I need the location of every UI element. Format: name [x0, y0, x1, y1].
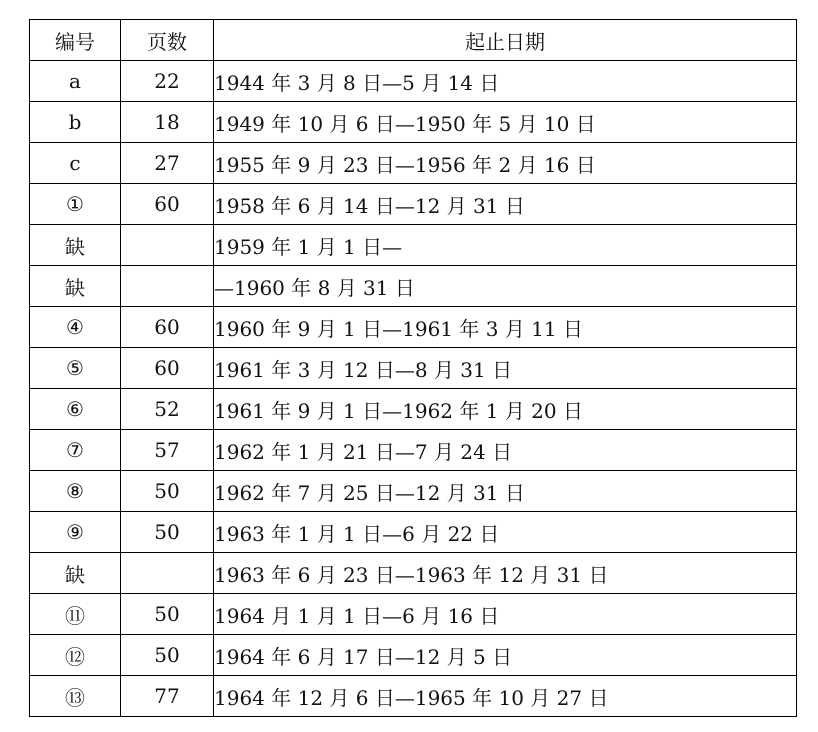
table-row: [30, 184, 797, 225]
cell-dates: 1961 年 9 月 1 日—1962 年 1 月 20 日: [214, 389, 797, 430]
table-row: [30, 553, 797, 594]
cell-number: ⑥: [30, 389, 121, 430]
cell-pages: 60: [121, 348, 214, 389]
table-row: [30, 307, 797, 348]
cell-dates: 1949 年 10 月 6 日—1950 年 5 月 10 日: [214, 102, 797, 143]
cell-number: 缺: [30, 266, 121, 307]
header-pages: 页数: [121, 20, 214, 61]
table-row: [30, 635, 797, 676]
cell-number: ⑬: [30, 676, 121, 717]
cell-dates: 1963 年 6 月 23 日—1963 年 12 月 31 日: [214, 553, 797, 594]
cell-number: b: [30, 102, 121, 143]
table-row: [30, 594, 797, 635]
cell-number: ⑨: [30, 512, 121, 553]
cell-dates: 1964 年 12 月 6 日—1965 年 10 月 27 日: [214, 676, 797, 717]
header-number: 编号: [30, 20, 121, 61]
header-row: [30, 20, 797, 61]
cell-pages: 50: [121, 594, 214, 635]
cell-dates: 1960 年 9 月 1 日—1961 年 3 月 11 日: [214, 307, 797, 348]
cell-pages: 77: [121, 676, 214, 717]
cell-dates: —1960 年 8 月 31 日: [214, 266, 797, 307]
cell-pages: 22: [121, 61, 214, 102]
cell-dates: 1959 年 1 月 1 日—: [214, 225, 797, 266]
table-row: [30, 676, 797, 717]
cell-dates: 1962 年 1 月 21 日—7 月 24 日: [214, 430, 797, 471]
table-row: [30, 266, 797, 307]
table-header: [30, 20, 797, 61]
cell-number: 缺: [30, 225, 121, 266]
cell-number: c: [30, 143, 121, 184]
cell-dates: 1961 年 3 月 12 日—8 月 31 日: [214, 348, 797, 389]
table-row: [30, 102, 797, 143]
cell-number: ④: [30, 307, 121, 348]
cell-dates: 1944 年 3 月 8 日—5 月 14 日: [214, 61, 797, 102]
table-row: [30, 471, 797, 512]
cell-number: ①: [30, 184, 121, 225]
table-row: [30, 430, 797, 471]
cell-number: ⑪: [30, 594, 121, 635]
cell-number: a: [30, 61, 121, 102]
cell-number: 缺: [30, 553, 121, 594]
cell-pages: 52: [121, 389, 214, 430]
table-row: [30, 389, 797, 430]
cell-pages: 27: [121, 143, 214, 184]
cell-number: ⑦: [30, 430, 121, 471]
cell-number: ⑤: [30, 348, 121, 389]
cell-pages: 50: [121, 512, 214, 553]
cell-dates: 1963 年 1 月 1 日—6 月 22 日: [214, 512, 797, 553]
cell-pages: 60: [121, 307, 214, 348]
cell-dates: 1958 年 6 月 14 日—12 月 31 日: [214, 184, 797, 225]
cell-number: ⑧: [30, 471, 121, 512]
header-dates: 起止日期: [214, 20, 797, 61]
cell-pages: [121, 225, 214, 266]
cell-pages: 57: [121, 430, 214, 471]
table-row: [30, 143, 797, 184]
cell-pages: 50: [121, 635, 214, 676]
records-table: [29, 19, 797, 717]
cell-dates: 1964 月 1 月 1 日—6 月 16 日: [214, 594, 797, 635]
cell-pages: [121, 553, 214, 594]
cell-dates: 1964 年 6 月 17 日—12 月 5 日: [214, 635, 797, 676]
cell-number: ⑫: [30, 635, 121, 676]
table-row: [30, 348, 797, 389]
cell-pages: 50: [121, 471, 214, 512]
table-row: [30, 225, 797, 266]
cell-pages: [121, 266, 214, 307]
cell-dates: 1962 年 7 月 25 日—12 月 31 日: [214, 471, 797, 512]
table-body: [30, 61, 797, 717]
cell-dates: 1955 年 9 月 23 日—1956 年 2 月 16 日: [214, 143, 797, 184]
table-row: [30, 61, 797, 102]
cell-pages: 18: [121, 102, 214, 143]
cell-pages: 60: [121, 184, 214, 225]
table-row: [30, 512, 797, 553]
